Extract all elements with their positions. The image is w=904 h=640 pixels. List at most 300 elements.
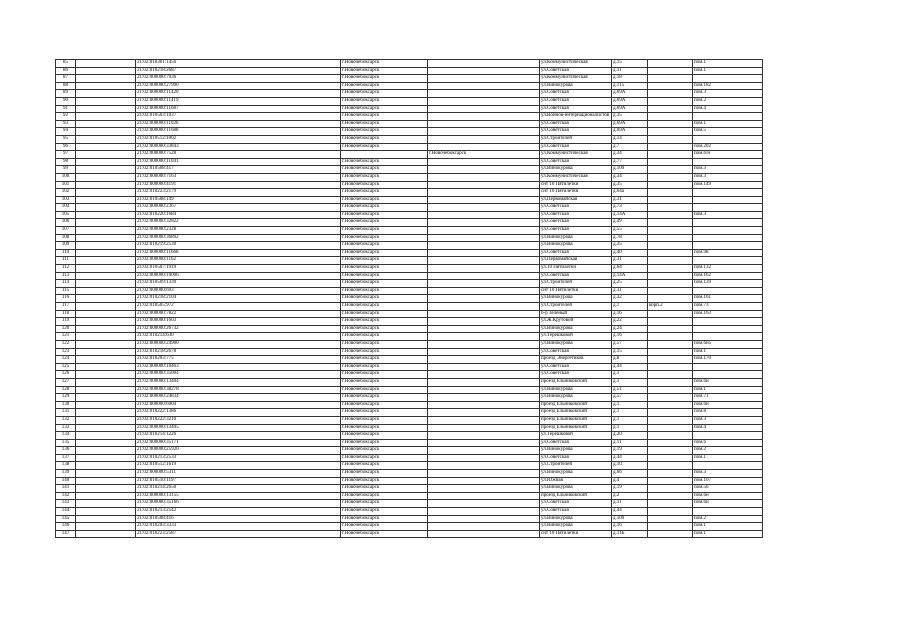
street: ул.Винокурова [540,242,612,250]
empty-cell [76,409,136,417]
building-number [648,151,693,159]
city-alt [428,492,540,500]
row-number: 138 [56,462,76,470]
cadastral-number: 21:02:010219:2530 [136,242,341,250]
empty-cell [76,386,136,394]
city-alt [428,333,540,341]
city: г.Новочебоксарск [341,249,428,257]
street: ул.Коммунистическая [540,151,612,159]
room-number: пом.3 [693,211,763,219]
row-number: 129 [56,394,76,402]
room-number: пом.71 [693,394,763,402]
cadastral-number: 21:02:000000:36892 [136,234,341,242]
city-alt [428,424,540,432]
empty-cell [76,432,136,440]
row-number: 118 [56,310,76,318]
city: г.Новочебоксарск [341,530,428,538]
table-row [56,363,763,371]
city: г.Новочебоксарск [341,295,428,303]
cadastral-number: 21:02:000000:11026 [136,120,341,128]
room-number: пом.6н [693,401,763,409]
room-number [693,257,763,265]
city-alt [428,60,540,68]
cadastral-number: 21:02:000000:10463 [136,363,341,371]
cadastral-number: 21:02:000000:2328 [136,227,341,235]
street: ул.Коммунистическая [540,60,612,68]
table-row [56,439,763,447]
building-number [648,432,693,440]
city: г.Новочебоксарск [341,500,428,508]
cadastral-number: 21:02:000000:11688 [136,128,341,136]
row-number: 132 [56,416,76,424]
city-alt [428,173,540,181]
table-row [56,447,763,455]
table-row [56,333,763,341]
street: ул.Строителей [540,280,612,288]
room-number: пом.4 [693,424,763,432]
house-number: д.34 [612,151,648,159]
house-number: д.31 [612,257,648,265]
table-row [56,500,763,508]
building-number [648,439,693,447]
row-number: 121 [56,333,76,341]
building-number [648,508,693,516]
cadastral-number: 21:02:010214:1226 [136,432,341,440]
city: г.Новочебоксарск [341,394,428,402]
table-row [56,371,763,379]
cadastral-number: 21:02:000000:24834 [136,394,341,402]
empty-cell [76,242,136,250]
building-number [648,120,693,128]
street: ул.Советская [540,97,612,105]
street: проезд Ельниковский [540,424,612,432]
cadastral-number: 21:02:000000:7936 [136,75,341,83]
empty-cell [76,234,136,242]
city-alt [428,356,540,364]
empty-cell [76,485,136,493]
house-number: д.18 [612,75,648,83]
empty-cell [76,151,136,159]
data-table [55,59,763,538]
row-number: 140 [56,477,76,485]
row-number: 101 [56,181,76,189]
empty-cell [76,508,136,516]
cadastral-number: 21:02:010222:1386 [136,409,341,417]
table-row [56,401,763,409]
city-alt [428,432,540,440]
city-alt [428,470,540,478]
cadastral-number: 21:02:000000:26732 [136,325,341,333]
city-alt [428,90,540,98]
city: г.Новочебоксарск [341,166,428,174]
cadastral-number: 21:02:010512:1002 [136,135,341,143]
street: ул.Первомайская [540,196,612,204]
table-row [56,249,763,257]
table-row [56,492,763,500]
city: г.Новочебоксарск [341,508,428,516]
house-number: д.11 [612,439,648,447]
room-number: пом.4 [693,105,763,113]
city: г.Новочебоксарск [341,356,428,364]
house-number: д.69А [612,97,648,105]
empty-cell [76,75,136,83]
room-number: пом.3 [693,173,763,181]
cadastral-number: 21:02:000000:6904 [136,401,341,409]
room-number [693,325,763,333]
building-number [648,204,693,212]
building-number [648,340,693,348]
table-row [56,151,763,159]
house-number: д.49 [612,219,648,227]
house-number: д.35 [612,113,648,121]
building-number [648,462,693,470]
room-number: пом.1 [693,386,763,394]
cadastral-number: 21:02:000000:11687 [136,105,341,113]
row-number: 145 [56,515,76,523]
room-number: пом.149 [693,181,763,189]
room-number: пом.161 [693,295,763,303]
room-number [693,287,763,295]
building-number [648,97,693,105]
cadastral-number: 21:02:010508:416 [136,515,341,523]
house-number: д.10 [612,462,648,470]
street: ул.Советская [540,143,612,151]
city-alt [428,500,540,508]
table-row [56,128,763,136]
empty-cell [76,295,136,303]
city-alt [428,234,540,242]
empty-cell [76,67,136,75]
empty-cell [76,356,136,364]
table-row [56,530,763,538]
room-number: пом.98 [693,249,763,257]
house-number: д.1 [612,378,648,386]
city-alt [428,447,540,455]
row-number: 137 [56,454,76,462]
room-number [693,219,763,227]
empty-cell [76,280,136,288]
empty-cell [76,416,136,424]
building-number [648,523,693,531]
street: ул.Винокурова [540,470,612,478]
city-alt [428,394,540,402]
table-row [56,310,763,318]
house-number: д.69А [612,90,648,98]
building-number [648,287,693,295]
empty-cell [76,196,136,204]
house-number: д.16 [612,310,648,318]
row-number: 107 [56,227,76,235]
street: ул.Советская [540,90,612,98]
street: проезд Ельниковский [540,409,612,417]
street: ул.Советская [540,439,612,447]
table-row [56,454,763,462]
row-number: 90 [56,97,76,105]
row-number: 86 [56,67,76,75]
row-number: 110 [56,249,76,257]
house-number: д.1 [612,416,648,424]
street: ул.Советская [540,363,612,371]
building-number [648,128,693,136]
building-number [648,227,693,235]
building-number [648,82,693,90]
cadastral-number: 21:02:010223:2179 [136,189,341,197]
table-row [56,508,763,516]
table-row [56,135,763,143]
cadastral-number: 21:02:010214:630 [136,333,341,341]
house-number: д.35 [612,242,648,250]
house-number: д.69А [612,128,648,136]
empty-cell [76,97,136,105]
building-number [648,257,693,265]
street: ул.Строителей [540,135,612,143]
table-row [56,219,763,227]
cadastral-number: 21:02:010507:1919 [136,265,341,273]
street: ул.Терешковой [540,333,612,341]
room-number: пом.1 [693,60,763,68]
empty-cell [76,135,136,143]
row-number: 117 [56,303,76,311]
street: ул.Винокурова [540,523,612,531]
city: г.Новочебоксарск [341,462,428,470]
cadastral-number: 21:02:000000:38278 [136,386,341,394]
empty-cell [76,318,136,326]
cadastral-number: 21:02:000000:5311 [136,470,341,478]
city-alt [428,219,540,227]
row-number: 143 [56,500,76,508]
street: ул.Строителей [540,462,612,470]
house-number: д.19 [612,485,648,493]
table-row [56,211,763,219]
street: ул.Первомайская [540,257,612,265]
building-number [648,219,693,227]
street: ул.Советская [540,371,612,379]
cadastral-number: 21:02:000000:13155 [136,492,341,500]
room-number [693,135,763,143]
building-number [648,234,693,242]
row-number: 97 [56,151,76,159]
street: ул.Коммунистическая [540,173,612,181]
cadastral-number: 21:02:000000:11668 [136,249,341,257]
table-row [56,181,763,189]
row-number: 108 [56,234,76,242]
city-alt [428,242,540,250]
city: г.Новочебоксарск [341,447,428,455]
cadastral-number: 21:02:010508:149 [136,196,341,204]
row-number: 147 [56,530,76,538]
empty-cell [76,303,136,311]
city: г.Новочебоксарск [341,409,428,417]
row-number: 116 [56,295,76,303]
empty-cell [76,378,136,386]
house-number: д.8 [612,356,648,364]
city-alt [428,508,540,516]
room-number: пом.6/н [693,151,763,159]
empty-cell [76,158,136,166]
city-alt [428,485,540,493]
street: ул.Ж.Крутовой [540,318,612,326]
table-row [56,325,763,333]
row-number: 123 [56,348,76,356]
table-row [56,432,763,440]
empty-cell [76,424,136,432]
row-number: 105 [56,211,76,219]
building-number [648,363,693,371]
cadastral-number: 21:02:000000:11419 [136,97,341,105]
city: г.Новочебоксарск [341,371,428,379]
house-number: д.69А [612,105,648,113]
cadastral-number: 21:02:000000:4191 [136,181,341,189]
building-number [648,394,693,402]
house-number: д.1 [612,303,648,311]
table-row [56,272,763,280]
room-number: пом.1 [693,530,763,538]
cadastral-number: 21:02:000000:24900 [136,340,341,348]
city: г.Новочебоксарск [341,416,428,424]
house-number: д.15 [612,348,648,356]
row-number: 133 [56,424,76,432]
house-number: д.1 [612,409,648,417]
row-number: 111 [56,257,76,265]
row-number: 124 [56,356,76,364]
table-row [56,90,763,98]
cadastral-number: 21:02:010509:1339 [136,280,341,288]
city: г.Новочебоксарск [341,60,428,68]
house-number: д.25 [612,280,648,288]
table-row [56,287,763,295]
building-number [648,189,693,197]
house-number: д.14А [612,211,648,219]
city-alt [428,371,540,379]
city-alt [428,515,540,523]
city-alt [428,409,540,417]
city-alt [428,462,540,470]
street: ул.Советская [540,249,612,257]
city-alt [428,378,540,386]
house-number: д.15 [612,60,648,68]
house-number: д.57 [612,394,648,402]
table-row [56,265,763,273]
cadastral-number: 21:02:000000:35166 [136,500,341,508]
row-number: 114 [56,280,76,288]
empty-cell [76,515,136,523]
table-row [56,189,763,197]
empty-cell [76,447,136,455]
city: г.Новочебоксарск [341,90,428,98]
cadastral-number: 21:02:000000:35004 [136,371,341,379]
city: г.Новочебоксарск [341,470,428,478]
room-number: пом.2 [693,515,763,523]
city: г.Новочебоксарск [341,439,428,447]
city: г.Новочебоксарск [341,303,428,311]
row-number: 142 [56,492,76,500]
row-number: 115 [56,287,76,295]
city: г.Новочебоксарск [341,189,428,197]
room-number: пом.1 [693,523,763,531]
street: ул.Винокурова [540,166,612,174]
cadastral-number: 21:02:000000:2367 [136,204,341,212]
table-row [56,257,763,265]
city: г.Новочебоксарск [341,181,428,189]
city-alt [428,204,540,212]
house-number: д.69А [612,120,648,128]
building-number [648,135,693,143]
empty-cell [76,272,136,280]
building-number [648,75,693,83]
table-row [56,227,763,235]
room-number: пом.202 [693,143,763,151]
city: г.Новочебоксарск [341,113,428,121]
city: г.Новочебоксарск [341,97,428,105]
row-number: 102 [56,189,76,197]
street: ул.Винокурова [540,447,612,455]
table-row [56,340,763,348]
table-row [56,120,763,128]
building-number [648,196,693,204]
city: г.Новочебоксарск [341,280,428,288]
street: ул.Строителей [540,303,612,311]
street: ул.Винокурова [540,234,612,242]
city-alt [428,227,540,235]
city: г.Новочебоксарск [341,128,428,136]
city: г.Новочебоксарск [341,492,428,500]
room-number [693,333,763,341]
row-number: 131 [56,409,76,417]
city: г.Новочебоксарск [341,204,428,212]
house-number: д.14А [612,272,648,280]
city: г.Новочебоксарск [341,424,428,432]
city-alt [428,249,540,257]
table-row [56,75,763,83]
building-number [648,310,693,318]
house-number: д.44 [612,508,648,516]
house-number: д.7 [612,143,648,151]
table-row [56,485,763,493]
house-number: д.77 [612,158,648,166]
city: г.Новочебоксарск [341,477,428,485]
table-row [56,386,763,394]
table-row [56,318,763,326]
city: г.Новочебоксарск [341,348,428,356]
building-number [648,318,693,326]
building-number [648,158,693,166]
building-number [648,470,693,478]
house-number: д.109 [612,515,648,523]
city: г.Новочебоксарск [341,135,428,143]
city: г.Новочебоксарск [341,454,428,462]
empty-cell [76,257,136,265]
city: г.Новочебоксарск [341,257,428,265]
room-number [693,318,763,326]
room-number [693,113,763,121]
house-number: д.19 [612,447,648,455]
empty-cell [76,249,136,257]
city: г.Новочебоксарск [341,158,428,166]
city-alt [428,401,540,409]
row-number: 141 [56,485,76,493]
city-alt [428,325,540,333]
empty-cell [76,325,136,333]
room-number: пом.132 [693,265,763,273]
table-row [56,409,763,417]
city: г.Новочебоксарск [341,219,428,227]
street: ул.Советская [540,128,612,136]
cadastral-number: 21:02:010218:2687 [136,67,341,75]
city-alt [428,158,540,166]
street: ул.Советская [540,227,612,235]
room-number [693,242,763,250]
table-row [56,394,763,402]
